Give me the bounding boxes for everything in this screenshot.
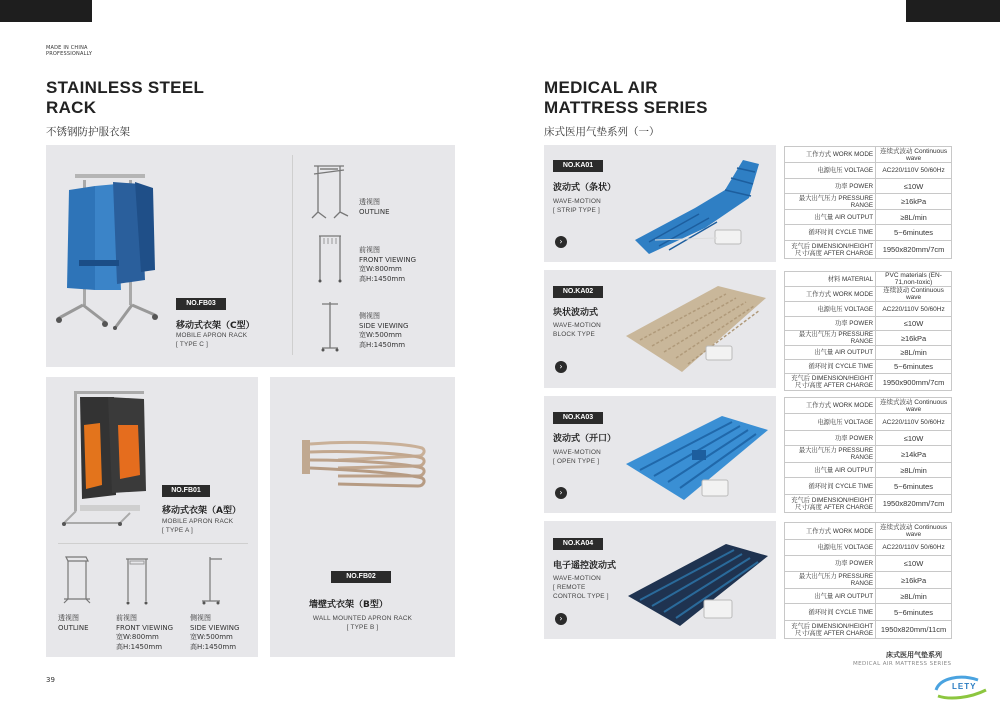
fb01-en: MOBILE APRON RACK [ TYPE A ] [162, 518, 234, 534]
ka03-more-arrow[interactable]: › [555, 487, 567, 499]
fb03-side-label: 侧视图 SIDE VIEWING 宽W:500mm 高H:1450mm [359, 312, 409, 349]
ka04-en: WAVE-MOTION [ REMOTE CONTROL TYPE ] [553, 575, 609, 600]
ka02-spec-table: 材料 MATERIAL PVC materials (EN-71,non-toxic) 工作方式 WORK MODE 连续波动 Continuous wave 电源电压 VOLTAGE AC220/110V 50/60Hz 功率 POWER ≤10W 最大出气压力 PRESSURE RANGE ≥16kPa 出气量 AIR OUTPUT ≥8L/min 循环时间 CYCLE TIME 5~6minutes 充气后 DIMENSION/HEIGHT 尺寸/高度 AFTER CHARGE 1950x900mm/7cm [784, 271, 952, 391]
ka02-en: WAVE-MOTION BLOCK TYPE [553, 322, 601, 338]
ka02-mattress-photo [622, 276, 772, 384]
ka01-spec-table: 工作方式 WORK MODE 连续式波动 Continuous wave 电源电压 VOLTAGE AC220/110V 50/60Hz 功率 POWER ≤10W 最大出气压力 PRESSURE RANGE ≥16kPa 出气量 AIR OUTPUT ≥8L/min 循环时间 CYCLE TIME 5~6minutes 充气后 DIMENSION/HEIGHT 尺寸/高度 AFTER CHARGE 1950x820mm/7cm [784, 146, 952, 259]
lety-logo-text: LETY [952, 682, 977, 691]
left-section-subtitle: 不锈钢防护服衣架 [46, 126, 130, 138]
lety-logo [930, 672, 992, 702]
fb01-code-badge: NO.FB01 [162, 485, 210, 497]
fb03-side-drawing [318, 298, 342, 356]
ka04-mattress-photo [622, 526, 772, 634]
top-bar-right [906, 0, 1000, 22]
fb03-divider [292, 155, 293, 355]
fb01-front-drawing [122, 553, 152, 607]
page-number: 39 [46, 676, 55, 684]
footer-series-cn: 床式医用气垫系列 [886, 651, 942, 659]
fb03-name: 移动式衣架（C型） [176, 321, 255, 331]
ka04-more-arrow[interactable]: › [555, 613, 567, 625]
fb01-divider [58, 543, 248, 544]
ka03-spec-table: 工作方式 WORK MODE 连续式波动 Continuous wave 电源电压 VOLTAGE AC220/110V 50/60Hz 功率 POWER ≤10W 最大出气压力 PRESSURE RANGE ≥14kPa 出气量 AIR OUTPUT ≥8L/min 循环时间 CYCLE TIME 5~6minutes 充气后 DIMENSION/HEIGHT 尺寸/高度 AFTER CHARGE 1950x820mm/7cm [784, 397, 952, 513]
fb01-front-label: 前视图 FRONT VIEWING 宽W:800mm 高H:1450mm [116, 614, 174, 651]
ka04-code-badge: NO.KA04 [553, 538, 603, 550]
ka03-mattress-photo [622, 400, 772, 508]
right-section-subtitle: 床式医用气垫系列（一） [544, 126, 660, 138]
fb01-name: 移动式衣架（A型） [162, 506, 241, 516]
fb02-en: WALL MOUNTED APRON RACK [ TYPE B ] [312, 615, 413, 631]
fb01-rack-photo [60, 385, 155, 530]
ka04-name: 电子遥控波动式 [553, 561, 617, 571]
ka01-name: 波动式（条状） [553, 183, 617, 193]
ka01-code-badge: NO.KA01 [553, 160, 603, 172]
ka02-code-badge: NO.KA02 [553, 286, 603, 298]
fb03-outline-label: 透视图 OUTLINE [359, 198, 390, 216]
fb03-rack-photo [55, 160, 160, 330]
ka03-en: WAVE-MOTION [ OPEN TYPE ] [553, 449, 601, 465]
ka03-code-badge: NO.KA03 [553, 412, 603, 424]
right-section-title: MEDICAL AIR MATTRESS SERIES [544, 78, 708, 117]
fb03-code-badge: NO.FB03 [176, 298, 226, 310]
ka02-name: 块状波动式 [553, 308, 599, 318]
fb03-front-label: 前视图 FRONT VIEWING 宽W:800mm 高H:1450mm [359, 246, 417, 283]
left-section-title: STAINLESS STEEL RACK [46, 78, 205, 117]
fb02-rack-photo [298, 430, 428, 490]
ka01-more-arrow[interactable]: › [555, 236, 567, 248]
ka03-name: 波动式（开口） [553, 434, 617, 444]
ka02-more-arrow[interactable]: › [555, 361, 567, 373]
fb01-outline-drawing [60, 553, 92, 607]
ka04-spec-table: 工作方式 WORK MODE 连续式波动 Continuous wave 电源电压 VOLTAGE AC220/110V 50/60Hz 功率 POWER ≤10W 最大出气压力 PRESSURE RANGE ≥16kPa 出气量 AIR OUTPUT ≥8L/min 循环时间 CYCLE TIME 5~6minutes 充气后 DIMENSION/HEIGHT 尺寸/高度 AFTER CHARGE 1950x820mm/11cm [784, 522, 952, 639]
made-in-label: MADE IN CHINA PROFESSIONALLY [46, 45, 93, 57]
ka01-en: WAVE-MOTION [ STRIP TYPE ] [553, 198, 601, 214]
fb02-name: 墙壁式衣架（B型） [309, 600, 388, 610]
fb01-outline-label: 透视图 OUTLINE [58, 614, 89, 632]
fb02-code-badge: NO.FB02 [331, 571, 391, 583]
top-bar-left [0, 0, 92, 22]
fb03-outline-drawing [310, 160, 350, 222]
footer-series-en: MEDICAL AIR MATTRESS SERIES [853, 661, 952, 667]
fb03-front-drawing [315, 232, 345, 284]
ka01-mattress-photo [625, 150, 770, 258]
fb03-en: MOBILE APRON RACK [ TYPE C ] [176, 332, 248, 348]
fb01-side-label: 侧视图 SIDE VIEWING 宽W:500mm 高H:1450mm [190, 614, 240, 651]
fb01-side-drawing [196, 553, 226, 607]
